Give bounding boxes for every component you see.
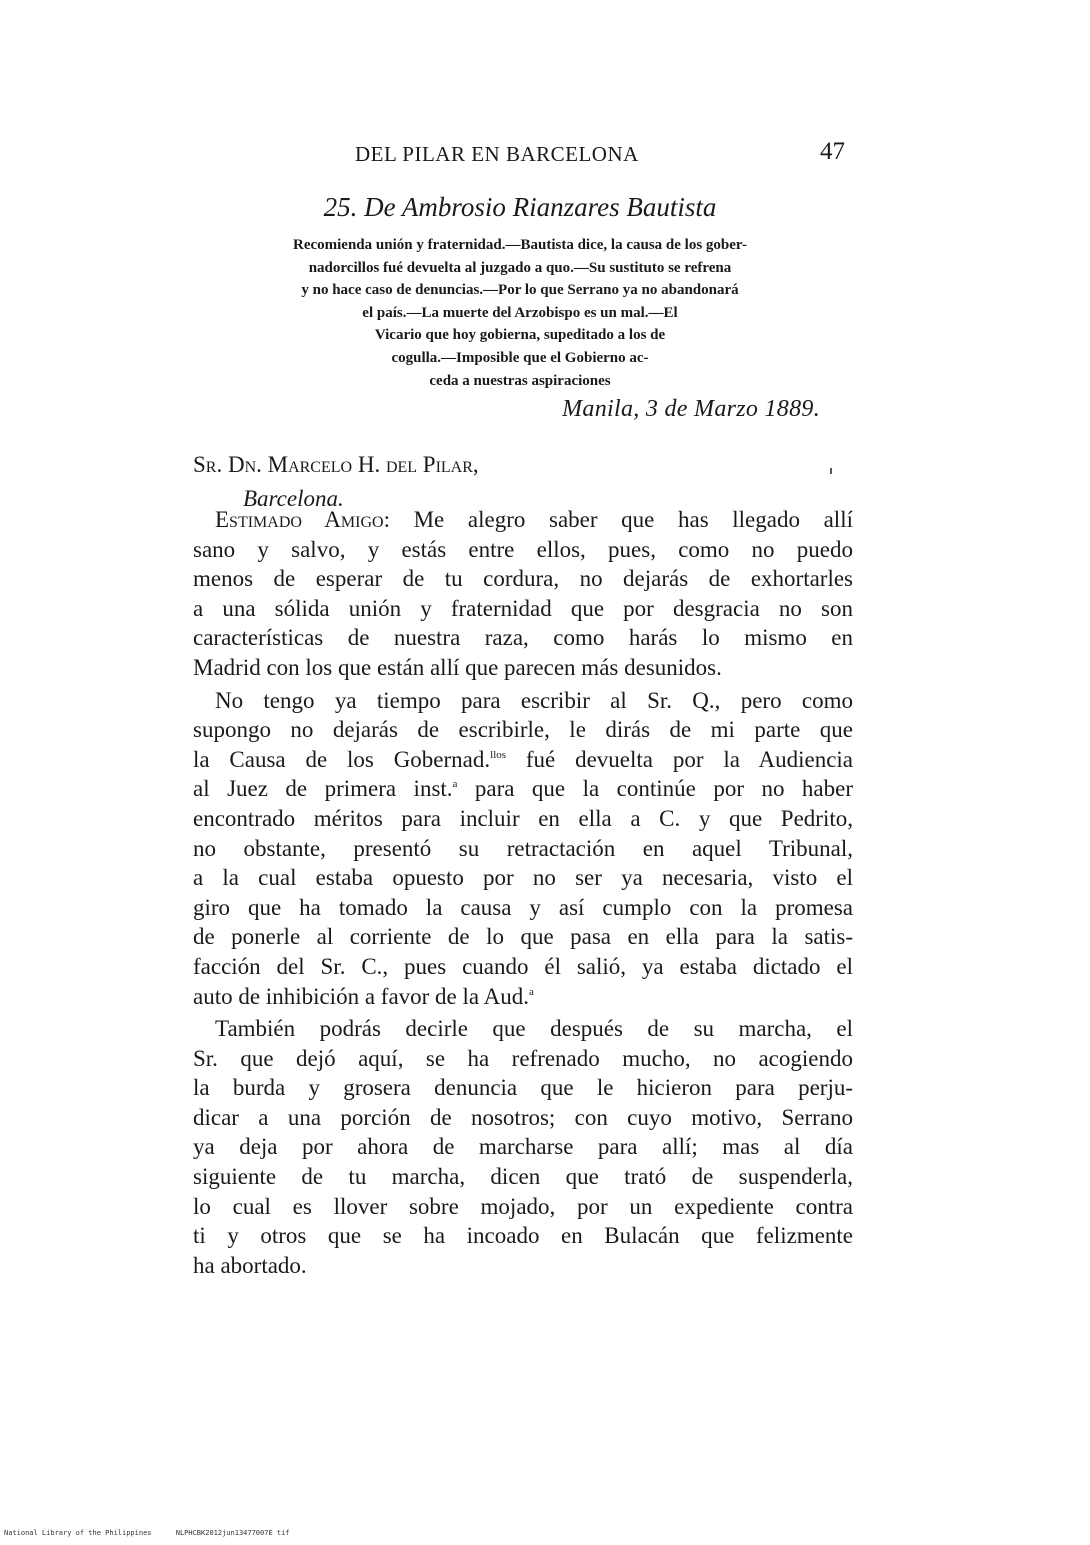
body-line [193,505,853,535]
summary-line: el país.—La muerte del Arzobispo es un mal.—El [362,304,678,321]
body-line [193,774,853,804]
library-stamp: National Library of the Philippines [4,1529,152,1537]
body-line: supongo no dejarás de escribirle, le dirás de mi parte que [193,717,853,743]
summary-line: y no hace caso de denuncias.—Por lo que Serrano ya no abandonará [301,282,739,299]
margin-mark [830,468,832,474]
body-line: dicar a una porción de nosotros; con cuyo motivo, Serrano [193,1104,853,1130]
file-id-stamp: NLPHCBK2012jun13477007E tif [175,1529,290,1537]
body-line: encontrado méritos para incluir en ella a C. y que Pedrito, [193,805,853,831]
summary-line: nadorcillos fué devuelta al juzgado a quo.—Su sustituto se refrena [308,259,732,276]
addressee-name: Sr. Dn. Marcelo H. del Pilar, [193,452,479,477]
body-line-text: la Causa de los Gobernad. [193,746,491,772]
body-line: sano y salvo, y estás entre ellos, pues, como no puedo [193,536,853,562]
addressee-city: Barcelona. [243,486,344,511]
summary-line: cogulla.—Imposible que el Gobierno ac- [391,349,649,366]
letter-body [193,505,853,1283]
superscript: a [452,778,458,791]
summary-line: Vicario que hoy gobierna, supeditado a los de [374,327,666,344]
body-line: a la cual estaba opuesto por no ser ya necesaria, visto el [193,865,853,891]
paragraph-1 [193,505,853,683]
body-line: giro que ha tomado la causa y así cumplo con la promesa [193,894,853,920]
body-line-text: fué devuelta por la Audiencia [506,746,854,772]
body-line: ha abortado. [193,1252,307,1278]
body-line [193,982,853,1012]
superscript: llos [490,748,507,761]
body-line-text: para que la continúe por no haber [457,776,853,802]
body-line: facción del Sr. C., pues cuando él salió, ya estaba dictado el [193,953,853,979]
letter-heading: 25. De Ambrosio Rianzares Bautista [323,192,717,222]
summary-line: ceda a nuestras aspiraciones [429,372,611,389]
body-line: También podrás decirle que después de su marcha, el [215,1016,853,1042]
paragraph-2 [193,686,853,1012]
body-line: ya deja por ahora de marcharse para allí; mas al día [193,1134,853,1160]
body-line: a una sólida unión y fraternidad que por desgracia no son [193,595,853,621]
body-line: la burda y grosera denuncia que le hicieron para perju- [193,1075,853,1101]
body-line-text: auto de inhibición a favor de la Aud. [193,983,529,1009]
body-line-text: Me alegro saber que has llegado allí [389,507,853,532]
body-line [193,745,853,775]
body-line: siguiente de tu marcha, dicen que trató de suspenderla, [193,1164,853,1190]
letter-summary [190,234,850,392]
body-line-text: al Juez de primera inst. [193,776,453,802]
body-line: características de nuestra raza, como harás lo mismo en [193,625,853,651]
body-line: ti y otros que se ha incoado en Bulacán que felizmente [193,1223,853,1249]
body-line: Madrid con los que están allí que parecen más desunidos. [193,654,722,680]
paragraph-3 [193,1014,853,1280]
summary-line: Recomienda unión y fraternidad.—Bautista dice, la causa de los gober- [292,237,748,253]
body-line: de ponerle al corriente de lo que pasa en ella para la satis- [193,924,853,950]
running-title: DEL PILAR EN BARCELONA [355,142,639,166]
superscript: a [528,985,534,998]
body-line: menos de esperar de tu cordura, no dejarás de exhortarles [193,566,853,592]
body-line: No tengo ya tiempo para escribir al Sr. Q., pero como [215,687,853,713]
running-head [355,138,845,176]
page-number: 47 [820,138,845,165]
body-line: no obstante, presentó su retractación en aquel Tribunal, [193,835,853,861]
body-line: Sr. que dejó aquí, se ha refrenado mucho, no acogiendo [193,1045,853,1071]
scan-footer [4,1529,334,1537]
greeting: Estimado Amigo: [215,507,390,532]
body-line: lo cual es llover sobre mojado, por un expediente contra [193,1193,853,1219]
dateline: Manila, 3 de Marzo 1889. [562,396,820,422]
